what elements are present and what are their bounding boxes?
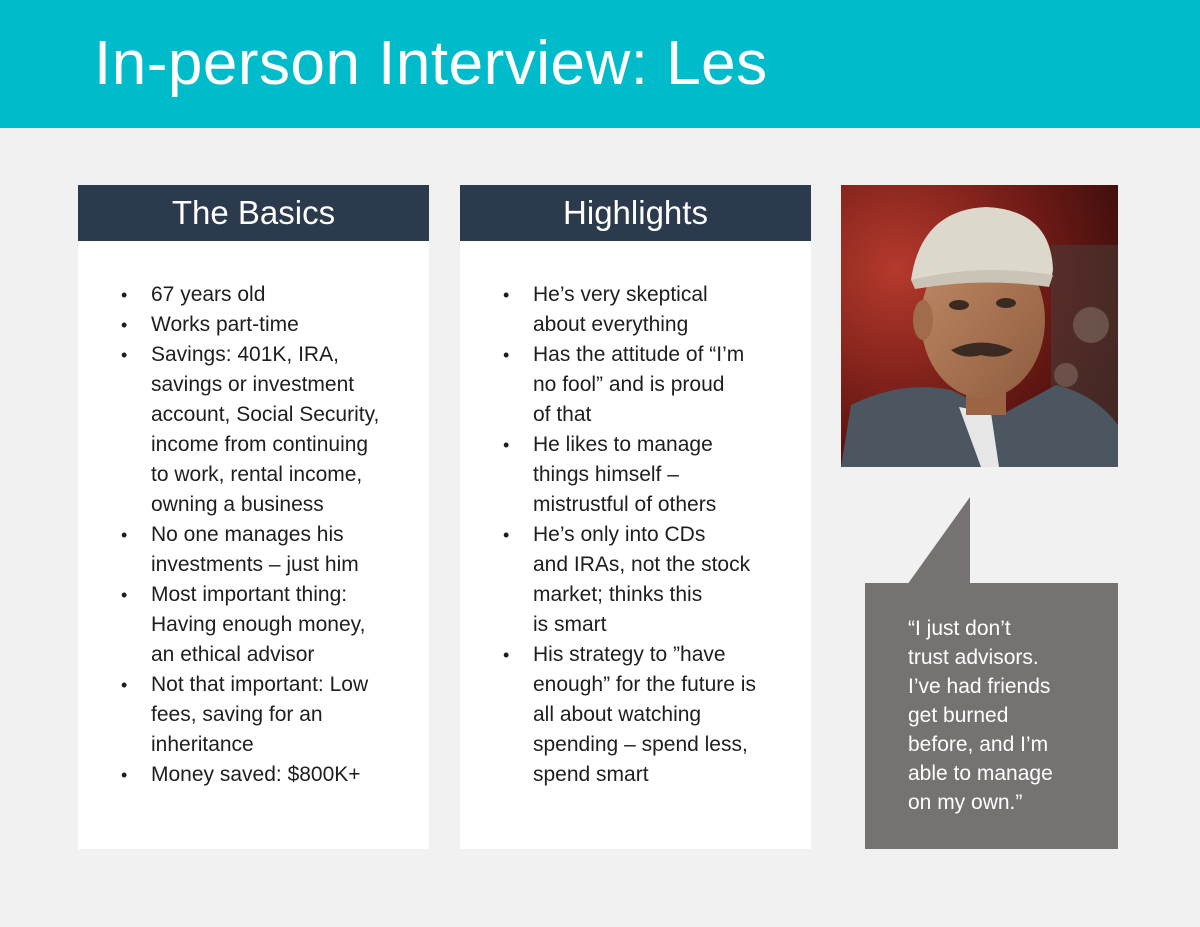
quote-line: trust advisors. bbox=[908, 646, 1039, 669]
list-item bbox=[78, 580, 429, 670]
list-item bbox=[78, 760, 429, 790]
quote-line: “I just don’t bbox=[908, 617, 1011, 640]
quote-text bbox=[908, 614, 1108, 817]
bullet-icon: • bbox=[503, 345, 510, 365]
list-item-line: Has the attitude of “I’m bbox=[533, 343, 745, 366]
list-item-line: and IRAs, not the stock bbox=[533, 553, 751, 576]
bullet-icon: • bbox=[121, 525, 128, 545]
page-title: In-person Interview: Les bbox=[94, 29, 768, 98]
bullet-icon: • bbox=[503, 285, 510, 305]
list-item-line: to work, rental income, bbox=[151, 463, 363, 486]
bullet-icon: • bbox=[121, 315, 128, 335]
bullet-icon: • bbox=[121, 675, 128, 695]
list-item-line: about everything bbox=[533, 313, 689, 336]
bullet-icon: • bbox=[121, 765, 128, 785]
list-item-line: No one manages his bbox=[151, 523, 344, 546]
list-item-line: Works part-time bbox=[151, 313, 299, 336]
interviewee-photo bbox=[841, 185, 1118, 467]
list-item-line: spending – spend less, bbox=[533, 733, 748, 756]
list-item-line: owning a business bbox=[151, 493, 324, 516]
list-item bbox=[78, 310, 429, 340]
list-item bbox=[460, 430, 811, 520]
list-item-line: Most important thing: bbox=[151, 583, 348, 606]
basics-list bbox=[78, 280, 429, 790]
list-item-line: income from continuing bbox=[151, 433, 369, 456]
list-item-line: investments – just him bbox=[151, 553, 359, 576]
highlights-heading: Highlights bbox=[460, 185, 811, 241]
list-item-line: He’s very skeptical bbox=[533, 283, 708, 306]
list-item-line: of that bbox=[533, 403, 592, 426]
quote-line: able to manage bbox=[908, 762, 1053, 785]
list-item-line: things himself – bbox=[533, 463, 679, 486]
list-item-line: account, Social Security, bbox=[151, 403, 380, 426]
bullet-icon: • bbox=[121, 345, 128, 365]
list-item bbox=[78, 280, 429, 310]
list-item-line: fees, saving for an bbox=[151, 703, 323, 726]
bullet-icon: • bbox=[121, 585, 128, 605]
list-item-line: 67 years old bbox=[151, 283, 266, 306]
list-item-line: Having enough money, bbox=[151, 613, 366, 636]
highlights-list bbox=[460, 280, 811, 790]
basics-heading: The Basics bbox=[78, 185, 429, 241]
list-item bbox=[460, 340, 811, 430]
list-item bbox=[78, 670, 429, 760]
quote-line: on my own.” bbox=[908, 791, 1023, 814]
highlights-card bbox=[460, 185, 811, 849]
list-item bbox=[78, 340, 429, 520]
list-item-line: He likes to manage bbox=[533, 433, 713, 456]
list-item bbox=[78, 520, 429, 580]
list-item-line: Not that important: Low bbox=[151, 673, 369, 696]
quote-line: get burned bbox=[908, 704, 1009, 727]
list-item-line: an ethical advisor bbox=[151, 643, 315, 666]
list-item-line: spend smart bbox=[533, 763, 649, 786]
list-item bbox=[460, 280, 811, 340]
quote-bubble bbox=[865, 583, 1118, 849]
list-item-line: all about watching bbox=[533, 703, 702, 726]
list-item bbox=[460, 640, 811, 790]
list-item-line: enough” for the future is bbox=[533, 673, 756, 696]
list-item-line: is smart bbox=[533, 613, 607, 636]
quote-line: before, and I’m bbox=[908, 733, 1049, 756]
list-item bbox=[460, 520, 811, 640]
list-item-line: no fool” and is proud bbox=[533, 373, 725, 396]
bullet-icon: • bbox=[503, 645, 510, 665]
list-item-line: savings or investment bbox=[151, 373, 355, 396]
list-item-line: Savings: 401K, IRA, bbox=[151, 343, 339, 366]
list-item-line: Money saved: $800K+ bbox=[151, 763, 361, 786]
quote-line: I’ve had friends bbox=[908, 675, 1051, 698]
list-item-line: market; thinks this bbox=[533, 583, 703, 606]
bullet-icon: • bbox=[503, 525, 510, 545]
bullet-icon: • bbox=[503, 435, 510, 455]
list-item-line: He’s only into CDs bbox=[533, 523, 706, 546]
list-item-line: His strategy to ”have bbox=[533, 643, 726, 666]
list-item-line: inheritance bbox=[151, 733, 254, 756]
speech-bubble-tail bbox=[907, 497, 970, 585]
list-item-line: mistrustful of others bbox=[533, 493, 717, 516]
bullet-icon: • bbox=[121, 285, 128, 305]
basics-card bbox=[78, 185, 429, 849]
title-banner bbox=[0, 0, 1200, 128]
